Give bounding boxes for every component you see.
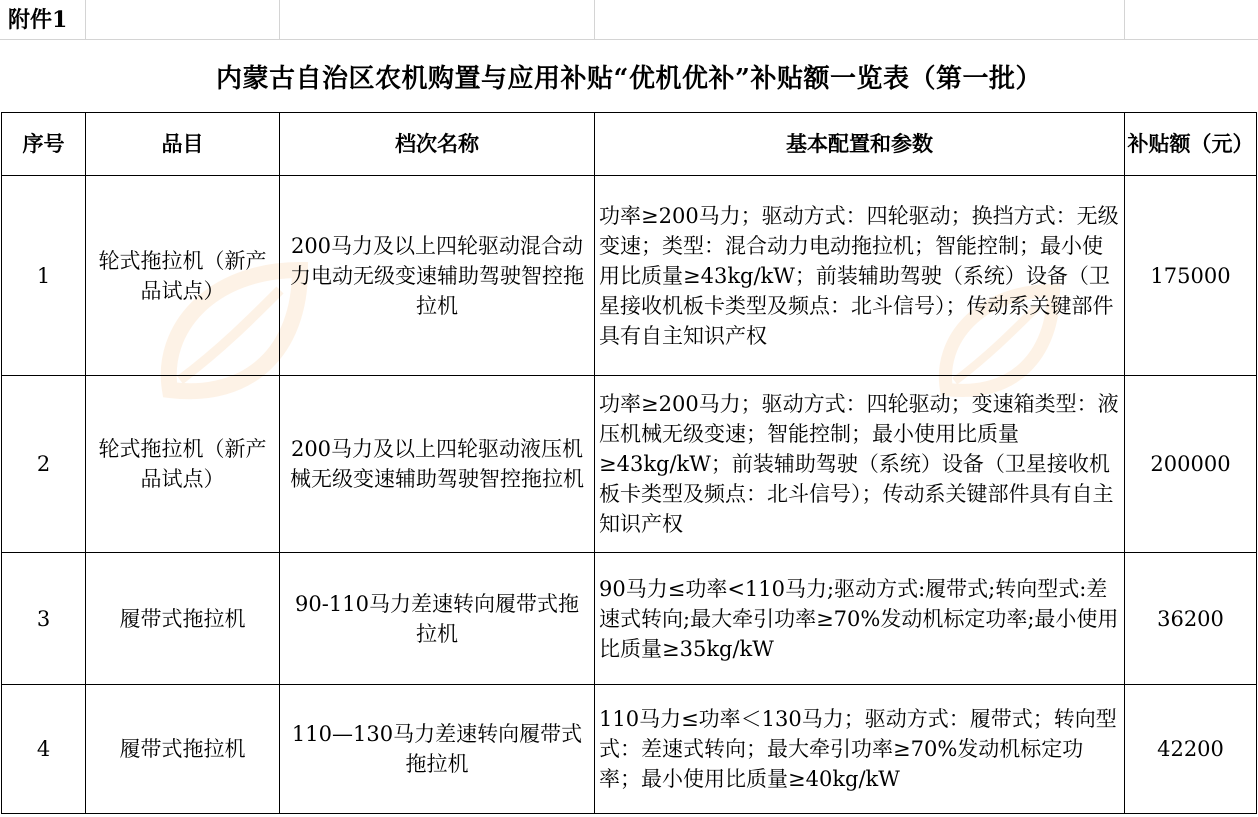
sheet-gridline [1124, 0, 1125, 40]
header-no[interactable]: 序号 [2, 113, 86, 176]
subsidy-table [1, 112, 1257, 814]
table-row [2, 376, 1257, 553]
sheet-gridline [594, 0, 595, 40]
cell-no[interactable]: 2 [2, 376, 86, 553]
table-row [2, 553, 1257, 685]
sheet-gridline [85, 0, 86, 40]
cell-item[interactable]: 轮式拖拉机（新产品试点） [86, 376, 280, 553]
sheet-gridline [279, 0, 280, 40]
header-item[interactable]: 品目 [86, 113, 280, 176]
cell-no[interactable]: 1 [2, 176, 86, 376]
cell-subsidy[interactable]: 175000 [1125, 176, 1257, 376]
header-tier[interactable]: 档次名称 [280, 113, 595, 176]
title-cell[interactable] [0, 40, 1258, 112]
cell-tier[interactable]: 90-110马力差速转向履带式拖拉机 [280, 553, 595, 685]
cell-config[interactable]: 功率≥200马力；驱动方式：四轮驱动；变速箱类型：液压机械无级变速；智能控制；最小使用比质量≥43kg/kW；前装辅助驾驶（系统）设备（卫星接收机板卡类型及频点：北斗信号）；传动系关键部件具有自主知识产权 [595, 376, 1125, 553]
cell-item[interactable]: 轮式拖拉机（新产品试点） [86, 176, 280, 376]
cell-tier[interactable]: 110—130马力差速转向履带式拖拉机 [280, 685, 595, 814]
cell-no[interactable]: 3 [2, 553, 86, 685]
header-config[interactable]: 基本配置和参数 [595, 113, 1125, 176]
cell-item[interactable]: 履带式拖拉机 [86, 553, 280, 685]
cell-config[interactable]: 90马力≤功率<110马力;驱动方式:履带式;转向型式:差速式转向;最大牵引功率≥70%发动机标定功率;最小使用比质量≥35kg/kW [595, 553, 1125, 685]
table-title: 内蒙古自治区农机购置与应用补贴“优机优补”补贴额一览表（第一批） [216, 63, 1042, 94]
cell-subsidy[interactable]: 42200 [1125, 685, 1257, 814]
cell-subsidy[interactable]: 36200 [1125, 553, 1257, 685]
cell-tier[interactable]: 200马力及以上四轮驱动液压机械无级变速辅助驾驶智控拖拉机 [280, 376, 595, 553]
attachment-row [0, 0, 1258, 40]
cell-config[interactable]: 功率≥200马力；驱动方式：四轮驱动；换挡方式：无级变速；类型：混合动力电动拖拉机；智能控制；最小使用比质量≥43kg/kW；前装辅助驾驶（系统）设备（卫星接收机板卡类型及频点：北斗信号）；传动系关键部件具有自主知识产权 [595, 176, 1125, 376]
cell-no[interactable]: 4 [2, 685, 86, 814]
attachment-label[interactable]: 附件1 [8, 7, 68, 33]
cell-subsidy[interactable]: 200000 [1125, 376, 1257, 553]
table-row [2, 176, 1257, 376]
cell-item[interactable]: 履带式拖拉机 [86, 685, 280, 814]
header-subsidy[interactable]: 补贴额（元） [1125, 113, 1257, 176]
cell-config[interactable]: 110马力≤功率＜130马力；驱动方式：履带式；转向型式：差速式转向；最大牵引功率≥70%发动机标定功率；最小使用比质量≥40kg/kW [595, 685, 1125, 814]
cell-tier[interactable]: 200马力及以上四轮驱动混合动力电动无级变速辅助驾驶智控拖拉机 [280, 176, 595, 376]
table-row [2, 685, 1257, 814]
header-row [2, 113, 1257, 176]
